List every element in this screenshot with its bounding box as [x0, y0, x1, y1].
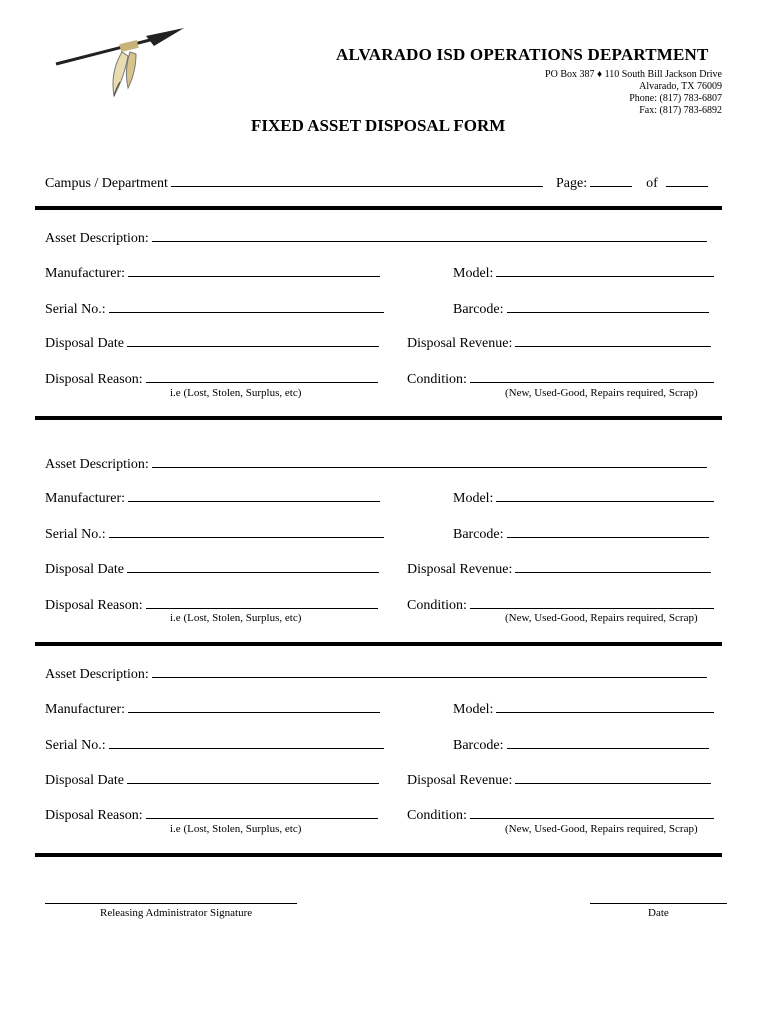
disposal-date-field: Disposal Date	[45, 771, 379, 789]
model-field: Model:	[453, 264, 714, 282]
model-blank[interactable]	[496, 264, 714, 277]
serial-number-field: Serial No.:	[45, 525, 384, 543]
condition-field: Condition:	[407, 370, 714, 388]
barcode-blank[interactable]	[507, 736, 709, 749]
asset-description-field: Asset Description:	[45, 229, 707, 247]
disposal-revenue-field: Disposal Revenue:	[407, 560, 711, 578]
serial-number-field: Serial No.:	[45, 736, 384, 754]
serial-number-blank[interactable]	[109, 300, 384, 313]
section-divider	[35, 853, 722, 857]
disposal-revenue-field: Disposal Revenue:	[407, 334, 711, 352]
section-divider	[35, 416, 722, 420]
manufacturer-field: Manufacturer:	[45, 700, 380, 718]
disposal-revenue-blank[interactable]	[515, 771, 711, 784]
organization-name: ALVARADO ISD OPERATIONS DEPARTMENT	[336, 45, 709, 64]
barcode-field: Barcode:	[453, 736, 709, 754]
manufacturer-blank[interactable]	[128, 264, 380, 277]
page-number-blank[interactable]	[590, 174, 632, 187]
condition-blank[interactable]	[470, 806, 714, 819]
disposal-reason-field: Disposal Reason:	[45, 806, 378, 824]
fax-number: Fax: (817) 783-6892	[639, 105, 722, 116]
date-signature-line[interactable]	[590, 903, 727, 904]
disposal-revenue-blank[interactable]	[515, 334, 711, 347]
serial-number-blank[interactable]	[109, 525, 384, 538]
disposal-reason-blank[interactable]	[146, 370, 378, 383]
disposal-date-blank[interactable]	[127, 771, 379, 784]
serial-number-field: Serial No.:	[45, 300, 384, 318]
admin-signature-label: Releasing Administrator Signature	[100, 907, 253, 919]
form-title: FIXED ASSET DISPOSAL FORM	[251, 116, 506, 135]
date-label: Date	[648, 907, 669, 919]
model-blank[interactable]	[496, 489, 714, 502]
disposal-reason-field: Disposal Reason:	[45, 596, 378, 614]
phone-number: Phone: (817) 783-6807	[629, 93, 722, 104]
disposal-date-field: Disposal Date	[45, 334, 379, 352]
manufacturer-blank[interactable]	[128, 700, 380, 713]
address-line-1: PO Box 387 ♦ 110 South Bill Jackson Drive	[545, 69, 722, 80]
model-field: Model:	[453, 700, 714, 718]
admin-signature-line[interactable]	[45, 903, 297, 904]
condition-blank[interactable]	[470, 596, 714, 609]
condition-field: Condition:	[407, 806, 714, 824]
asset-description-field: Asset Description:	[45, 665, 707, 683]
serial-number-blank[interactable]	[109, 736, 384, 749]
reason-hint: i.e (Lost, Stolen, Surplus, etc)	[170, 823, 302, 835]
disposal-reason-field: Disposal Reason:	[45, 370, 378, 388]
spear-feather-logo	[50, 22, 190, 102]
manufacturer-blank[interactable]	[128, 489, 380, 502]
barcode-field: Barcode:	[453, 300, 709, 318]
of-label: of	[646, 176, 658, 191]
section-divider	[35, 642, 722, 646]
manufacturer-field: Manufacturer:	[45, 264, 380, 282]
section-divider	[35, 206, 722, 210]
reason-hint: i.e (Lost, Stolen, Surplus, etc)	[170, 612, 302, 624]
asset-description-blank[interactable]	[152, 229, 707, 242]
campus-department-blank[interactable]	[171, 174, 543, 187]
disposal-reason-blank[interactable]	[146, 806, 378, 819]
page-total-blank[interactable]	[666, 174, 708, 187]
condition-hint: (New, Used-Good, Repairs required, Scrap)	[505, 823, 698, 835]
disposal-reason-blank[interactable]	[146, 596, 378, 609]
barcode-blank[interactable]	[507, 300, 709, 313]
disposal-date-blank[interactable]	[127, 334, 379, 347]
page-label: Page:	[556, 176, 588, 191]
disposal-date-field: Disposal Date	[45, 560, 379, 578]
asset-description-blank[interactable]	[152, 455, 707, 468]
model-field: Model:	[453, 489, 714, 507]
barcode-blank[interactable]	[507, 525, 709, 538]
disposal-revenue-blank[interactable]	[515, 560, 711, 573]
condition-hint: (New, Used-Good, Repairs required, Scrap)	[505, 612, 698, 624]
model-blank[interactable]	[496, 700, 714, 713]
reason-hint: i.e (Lost, Stolen, Surplus, etc)	[170, 387, 302, 399]
condition-hint: (New, Used-Good, Repairs required, Scrap)	[505, 387, 698, 399]
campus-department-field	[45, 174, 543, 192]
barcode-field: Barcode:	[453, 525, 709, 543]
page-field	[556, 174, 708, 192]
address-line-2: Alvarado, TX 76009	[639, 81, 722, 92]
condition-blank[interactable]	[470, 370, 714, 383]
condition-field: Condition:	[407, 596, 714, 614]
asset-description-field: Asset Description:	[45, 455, 707, 473]
asset-description-blank[interactable]	[152, 665, 707, 678]
campus-department-label: Campus / Department	[45, 176, 168, 191]
manufacturer-field: Manufacturer:	[45, 489, 380, 507]
disposal-date-blank[interactable]	[127, 560, 379, 573]
disposal-revenue-field: Disposal Revenue:	[407, 771, 711, 789]
